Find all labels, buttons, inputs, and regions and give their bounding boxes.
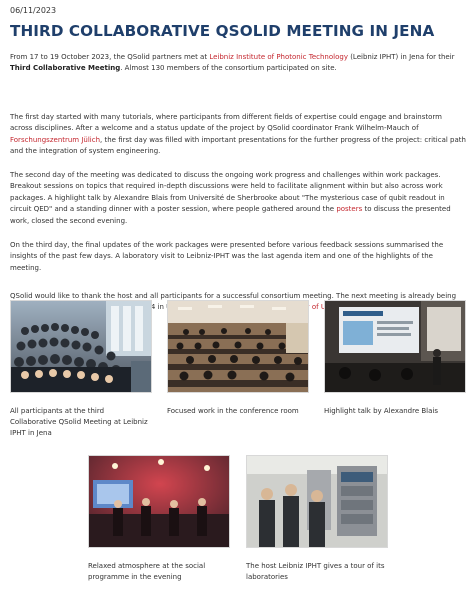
gallery-image-social-programme[interactable] <box>88 455 230 548</box>
gallery-caption: Focused work in the conference room <box>167 407 299 415</box>
gallery-caption: All participants at the third Collaborative QSolid Meeting at Leibniz IPHT in Jena <box>10 407 148 437</box>
paragraph-day-two <box>10 170 466 227</box>
article-date: 06/11/2023 <box>10 6 57 15</box>
gallery-image-highlight-talk[interactable] <box>324 300 466 393</box>
paragraph-text: (Leibniz IPHT) in Jena for their <box>347 53 455 61</box>
paragraph-day-three: On the third day, the final updates of the work packages were presented before various feedback sessions summarised the insights of the past few days. A laboratory visit to Leibniz-IPHT was the last agenda item and one of the highlights of the meeting. <box>10 241 444 272</box>
link-leibniz-ipht[interactable]: Leibniz Institute of Photonic Technology <box>209 53 348 61</box>
paragraph-text: . Almost 130 members of the consortium participated on site. <box>120 64 337 73</box>
gallery-image-conference-room[interactable] <box>167 300 309 393</box>
gallery-caption: The host Leibniz IPHT gives a tour of its laboratories <box>246 562 385 581</box>
paragraph-text: From 17 to 19 October 2023, the QSolid partners met at <box>10 53 210 61</box>
bold-meeting-name: Third Collaborative Meeting <box>10 64 121 73</box>
paragraph-text: The first day started with many tutorials, where participants from different fields of expertise could engage and brainstorm across disciplines. After a welcome and a status update of the project by QSolid coordinator Frank Wilhelm-Mauch of <box>10 113 442 133</box>
paragraph-text: The second day of the meeting was dedicated to discuss the ongoing work progress and challenges within work packages. Breakout sessions on topics that required in-depth discussions were held to facilitate alignment within but also across work packages. A highlight talk by Alexandre Blais from Université de Sherbrooke about "The mysterious case of qubit readout in circuit QED" and a standing dinner with a poster session, where people gathered around the <box>10 171 445 214</box>
gallery-caption: Highlight talk by Alexandre Blais <box>324 407 439 415</box>
conference-room-photo-art <box>168 301 309 393</box>
social-photo-art <box>89 456 230 548</box>
paragraph-day-one <box>10 112 466 158</box>
paragraph-text: to discuss the presented work, closed the second evening. <box>10 205 451 225</box>
article-title: THIRD COLLABORATIVE QSOLID MEETING IN JENA <box>10 22 435 40</box>
paragraph-intro <box>10 52 466 75</box>
paragraph-text: , the first day was filled with important presentations for the further progress of the project: critical path and the integration of system engineering. <box>10 135 466 156</box>
paragraph-text: QSolid would like to thank the host and all participants for a successful consortium meeting. The next meeting is already being in <box>10 292 457 312</box>
link-forschungszentrum-juelich[interactable]: Forschungszentrum Jülich <box>10 135 101 144</box>
gallery-caption: Relaxed atmosphere at the social programme in the evening <box>88 562 206 581</box>
gallery-image-participants[interactable] <box>10 300 152 393</box>
link-posters[interactable]: posters <box>336 205 363 214</box>
lab-photo-art <box>247 456 388 548</box>
link-university-of-ulm[interactable]: of <box>311 303 319 312</box>
participants-photo-art <box>11 301 152 393</box>
gallery-image-laboratory-tour[interactable] <box>246 455 388 548</box>
talk-photo-art <box>325 301 466 393</box>
